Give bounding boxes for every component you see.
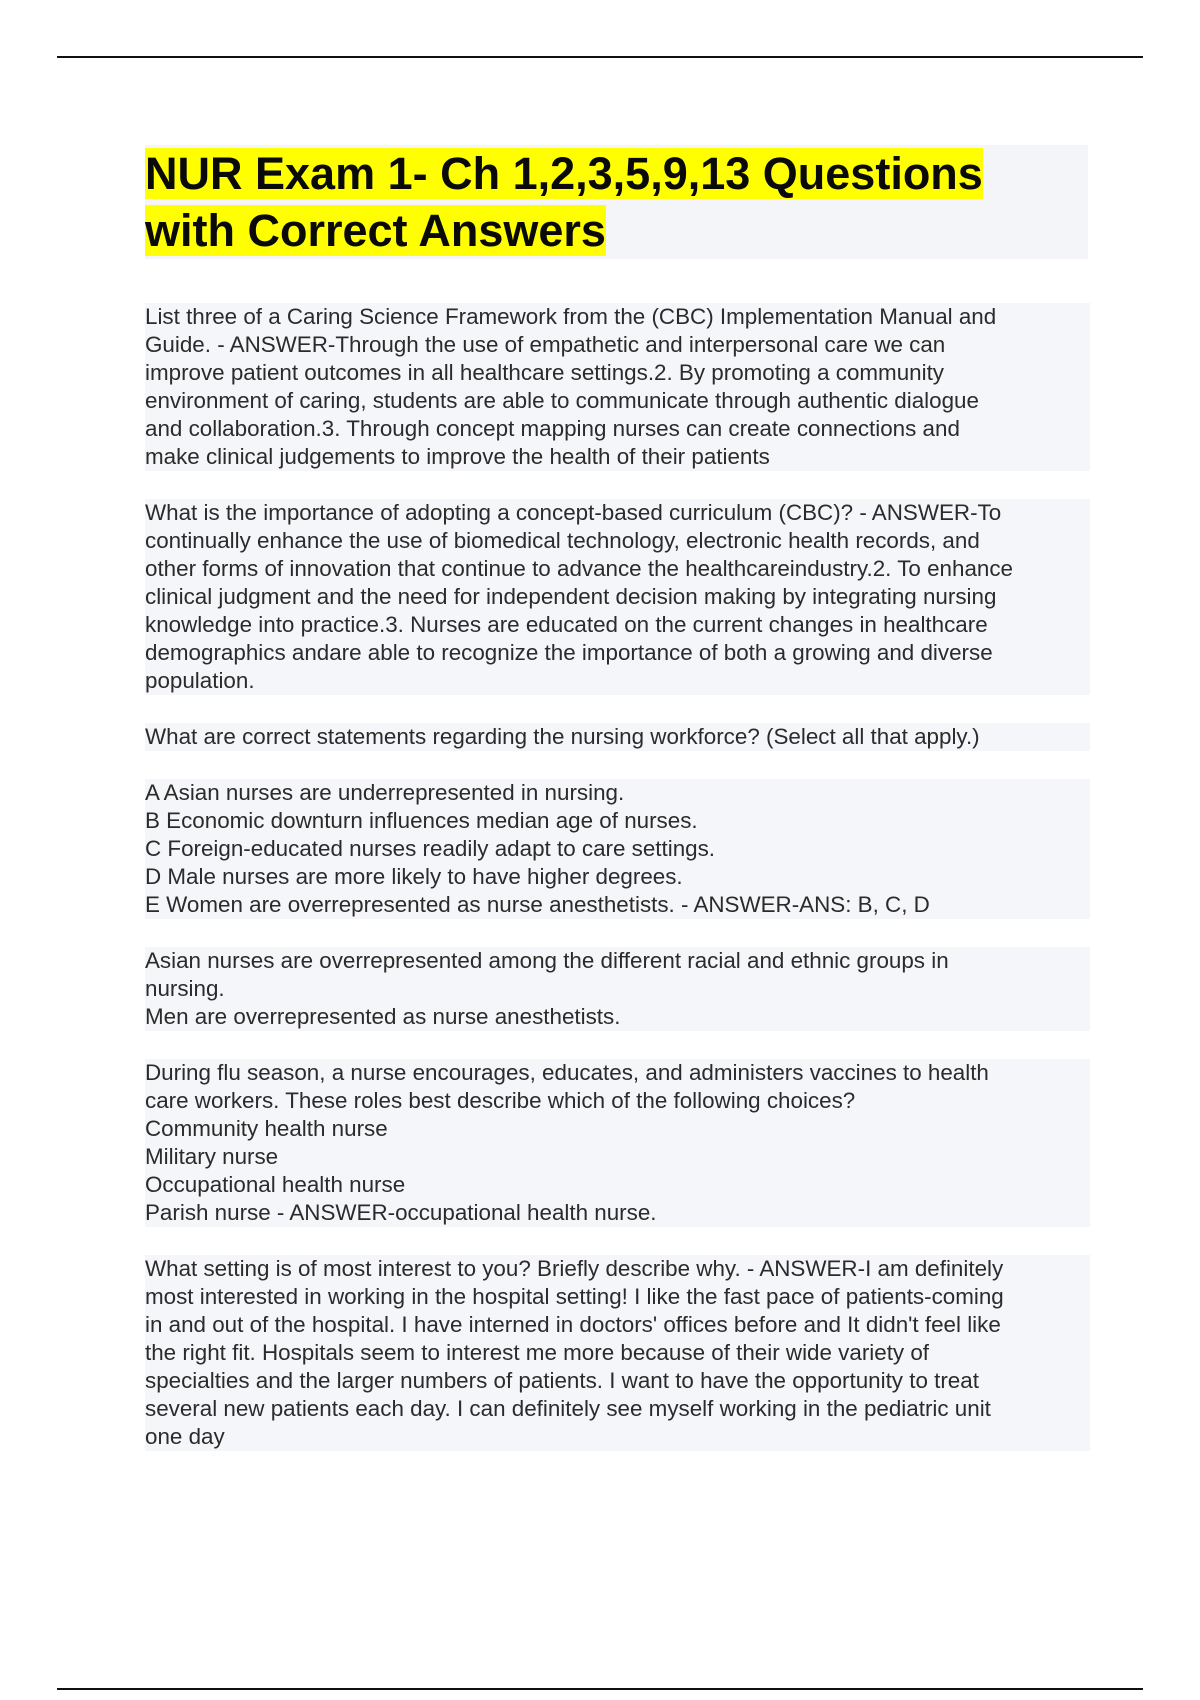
text-line: in and out of the hospital. I have interned in doctors' offices before and It didn't feel like: [145, 1312, 1001, 1337]
bottom-rule: [57, 1688, 1143, 1690]
title-line-1: NUR Exam 1- Ch 1,2,3,5,9,13 Questions: [145, 148, 983, 199]
text-line: other forms of innovation that continue to advance the healthcareindustry.2. To enhance: [145, 556, 1013, 581]
text-line: improve patient outcomes in all healthcare settings.2. By promoting a community: [145, 360, 944, 385]
text-line: Guide. - ANSWER-Through the use of empathetic and interpersonal care we can: [145, 332, 946, 357]
option-e: E Women are overrepresented as nurse anesthetists. - ANSWER-ANS: B, C, D: [145, 892, 930, 917]
text-line: knowledge into practice.3. Nurses are educated on the current changes in healthcare: [145, 612, 988, 637]
option-b: B Economic downturn influences median age of nurses.: [145, 808, 698, 833]
choice-line: Community health nurse: [145, 1116, 388, 1141]
qa-block-flu-season: [145, 1059, 1090, 1227]
qa-block-caring-science: [145, 303, 1090, 471]
choice-line: Occupational health nurse: [145, 1172, 406, 1197]
page-title: [145, 145, 1088, 259]
top-rule: [57, 56, 1143, 58]
text-line: and collaboration.3. Through concept mapping nurses can create connections and: [145, 416, 960, 441]
text-line: make clinical judgements to improve the health of their patients: [145, 444, 770, 469]
qa-block-cbc-importance: [145, 499, 1090, 695]
text-line: What are correct statements regarding the nursing workforce? (Select all that apply.): [145, 724, 980, 749]
document-body: [145, 303, 1090, 1479]
text-line: population.: [145, 668, 255, 693]
text-line: clinical judgment and the need for independent decision making by integrating nursing: [145, 584, 997, 609]
text-line: Men are overrepresented as nurse anesthetists.: [145, 1004, 621, 1029]
option-d: D Male nurses are more likely to have higher degrees.: [145, 864, 683, 889]
option-c: C Foreign-educated nurses readily adapt to care settings.: [145, 836, 716, 861]
choice-line: Parish nurse - ANSWER-occupational health nurse.: [145, 1200, 657, 1225]
text-line: List three of a Caring Science Framework from the (CBC) Implementation Manual and: [145, 304, 997, 329]
text-line: several new patients each day. I can definitely see myself working in the pediatric unit: [145, 1396, 991, 1421]
choice-line: Military nurse: [145, 1144, 279, 1169]
text-line: specialties and the larger numbers of patients. I want to have the opportunity to treat: [145, 1368, 979, 1393]
qa-block-setting-interest: [145, 1255, 1090, 1451]
text-line: What is the importance of adopting a concept-based curriculum (CBC)? - ANSWER-To: [145, 500, 1002, 525]
title-block: [145, 145, 1088, 259]
text-line: one day: [145, 1424, 225, 1449]
option-a: A Asian nurses are underrepresented in nursing.: [145, 780, 625, 805]
rationale-block: [145, 947, 1090, 1031]
text-line: nursing.: [145, 976, 225, 1001]
title-line-2: with Correct Answers: [145, 205, 606, 256]
question-nursing-workforce: [145, 723, 1090, 751]
text-line: care workers. These roles best describe which of the following choices?: [145, 1088, 856, 1113]
text-line: most interested in working in the hospital setting! I like the fast pace of patients-coming: [145, 1284, 1004, 1309]
text-line: What setting is of most interest to you? Briefly describe why. - ANSWER-I am definitely: [145, 1256, 1004, 1281]
text-line: During flu season, a nurse encourages, educates, and administers vaccines to health: [145, 1060, 989, 1085]
text-line: environment of caring, students are able to communicate through authentic dialogue: [145, 388, 979, 413]
answer-options-list: [145, 779, 1090, 919]
text-line: demographics andare able to recognize the importance of both a growing and diverse: [145, 640, 993, 665]
text-line: Asian nurses are overrepresented among the different racial and ethnic groups in: [145, 948, 949, 973]
text-line: the right fit. Hospitals seem to interest me more because of their wide variety of: [145, 1340, 930, 1365]
text-line: continually enhance the use of biomedical technology, electronic health records, and: [145, 528, 980, 553]
